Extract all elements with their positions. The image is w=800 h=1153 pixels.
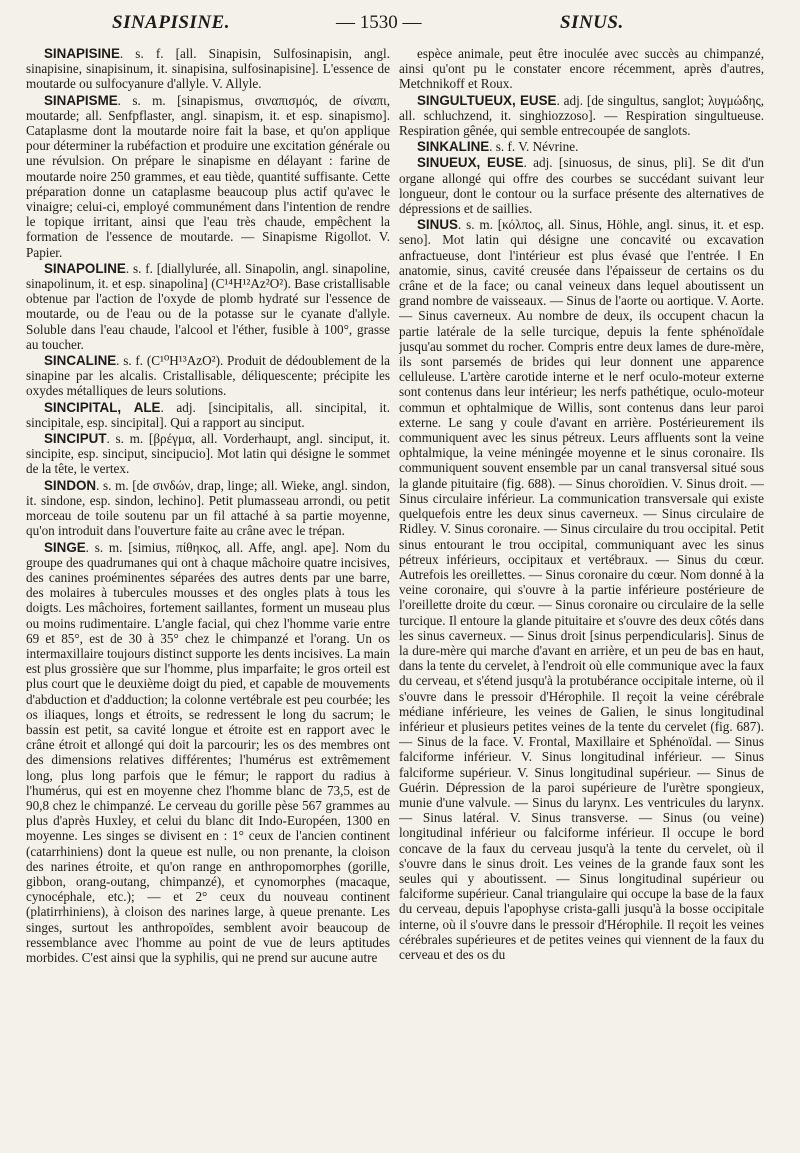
entry-text: . s. m. [sinapismus, σιναπισμός, de σίναπι, moutarde; all. Senfpflaster, angl. sinapism, it. et esp. sinapismo]. Cataplasme dont la moutarde noire fait la base, et qu'on applique pour déterminer la rubéfaction et produire une excitation générale ou une révulsion. On prépare le sinapisme en délayant : farine de moutarde noire 250 grammes, et eau tiède, quantité suffisante. Cette préparation donne un cataplasme beaucoup plus actif qu'avec le vinaigre; celui-ci, employé communément dans l'intention de rendre le topique irritant, ainsi que l'eau très chaude, empêchent la formation de l'essence de moutarde. — Sinapisme Rigollot. V. Papier. [26,92,390,260]
entry-headword: SINKALINE [417,139,490,155]
dictionary-entry [399,93,764,139]
entry-text: . s. m. [κόλπος, all. Sinus, Höhle, angl. sinus, it. et esp. seno]. Mot latin qui désigne une concavité ou excavation anfractueuse, dont l'intérieur est plus évasé que l'entrée. ‖ En anatomie, sinus, cavité creusée dans l'épaisseur de certains os du crâne et de la face; ou canal veineux dans lequel aboutissent un grand nombre de vaisseaux. — Sinus de l'aorte ou aortique. V. Aorte. — Sinus caverneux. Au nombre de deux, ils occupent chacun la partie latérale de la selle turcique, depuis la fente sphénoïdale jusqu'au sommet du rocher. Compris entre deux lames de dure-mère, ils sont parsemés de brides qui leur donnent une apparence celluleuse. L'artère carotide interne et le nerf oculo-moteur externe sont contenus dans leur intérieur; les nerfs pathétique, oculo-moteur commun et ophtalmique de Willis, sont contenus dans leur paroi externe. Le sang y coule d'avant en arrière. Postérieurement ils communiquent avec les sinus pétreux. Leurs affluents sont la veine ophtalmique, la veine méningée moyenne et le sinus coronaire. Ils communiquent souvent ensemble par un canal transversal situé sous la glande pituitaire (fig. 688). — Sinus choroïdien. V. Sinus droit. — Sinus circulaire inférieur. La communication transversale qui existe quelquefois entre les deux sinus caverneux. — Sinus circulaire de Ridley. V. Sinus coronaire. — Sinus circulaire du trou occipital. Petit sinus entourant le trou occipital, communiquant avec les sinus pétreux inférieurs, occipitaux et vertébraux. — Sinus du cœur. Autrefois les oreillettes. — Sinus coronaire du cœur. Nom donné à la veine coronaire, qui s'ouvre à la partie inférieure postérieure de l'oreillette droite du cœur. — Sinus coronaire ou circulaire de la selle turcique. Il entoure la glande pituitaire et s'ouvre des deux côtés dans les sinus caverneux. — Sinus droit [sinus perpendicularis]. Sinus de la dure-mère qui marche d'avant en arrière, et un peu de bas en haut, dans la tente du cervelet, à l'endroit où elle communique avec la faux du cerveau, et s'étend jusqu'à la protubérance occipitale interne, où il s'ouvre dans le pressoir d'Hérophile. Il reçoit la veine cérébrale médiane inférieure, les veines de Galien, le sinus longitudinal inférieur et plusieurs petites veines de la tente du cervelet (fig. 687). — Sinus de la face. V. Frontal, Maxillaire et Sphénoïdal. — Sinus falciforme inférieur. V. Sinus longitudinal inférieur. — Sinus falciforme supérieur. V. Sinus longitudinal supérieur. — Sinus de Guérin. Dépression de la paroi supérieure de l'urètre spongieux, munie d'une valvule. — Sinus du larynx. Les ventricules du larynx. — Sinus latéral. V. Sinus transverse. — Sinus (ou veine) longitudinal inférieur ou falciforme inférieur. Il occupe le bord concave de la faux du cerveau jusqu'à la tente du cervelet, où il s'ouvre dans le sinus droit. Les veines de la grande faux sont les seules qui y aboutissent. — Sinus longitudinal supérieur ou falciforme supérieur. Canal triangulaire qui occupe la base de la faux du cerveau, depuis l'apophyse crista-galli jusqu'à la bosse occipitale interne, où il s'ouvre dans le pressoir d'Hérophile. Il reçoit les veines cérébrales supérieures et de petites veines qui viennent de la faux du cerveau et des os du [399,217,764,962]
left-column [26,46,390,1146]
entry-text: . s. m. [simius, πίθηκος, all. Affe, angl. ape]. Nom du groupe des quadrumanes qui ont à chaque mâchoire quatre incisives, des canines proéminentes séparées des autres dents par une barre, des molaires à tubercules mousses et des ongles plats à tous les doigts. Les mâchoires, fortement saillantes, forment un museau plus ou moins rudimentaire. L'angle facial, qui chez l'homme varie entre 69 et 85°, est de 30 à 35° chez le chimpanzé et l'orang. Un os intermaxillaire toujours distinct supporte les dents incisives. La main est plus grossière que sur l'homme, plus imparfaite; le gros orteil est plus court que le deuxième doigt du pied, et capable de mouvements d'abduction et d'adduction; la colonne vertébrale est peu courbée; les os iliaques, longs et étroits, se redressent le long du sacrum; le bassin est petit, sa cavité longue et étroite est en rapport avec le crâne étroit et allongé qui doit la parcourir; les os des membres ont des dimensions relatives différentes; l'humérus est extrêmement long, plus long parfois que le fémur; le rapport du radius à l'humérus, qui est en moyenne chez l'homme blanc de 73,5, est de 90,8 chez le chimpanzé. Le cerveau du gorille pèse 567 grammes au plus d'après Huxley, et celui du blanc dit Indo-Européen, 1300 en moyenne. Les singes se divisent en : 1° ceux de l'ancien continent (catarrhiniens) dont la queue est nulle, ou non prenante, la cloison des narines étroite, et qu'on range en anthropomorphes (gorille, gibbon, orang-outang, chimpanzé), et cynomorphes (macaque, cynocéphale, etc.); — et 2° ceux du nouveau continent (platirrhiniens), à cloison des narines large, à queue prenante. Les singes, surtout les anthropoïdes, semblent avoir beaucoup de ressemblance avec l'homme au point de vue de leurs aptitudes morbides. C'est ainsi que la syphilis, qui ne prend sur aucune autre [26,539,390,965]
header-right-headword: SINUS. [560,12,624,33]
entry-headword: SINAPISINE [44,46,120,61]
dictionary-entry [399,217,764,962]
entry-headword: SINAPISME [44,92,118,108]
entry-text: . s. f. V. Névrine. [489,139,579,155]
entry-headword: SINCALINE [44,353,117,369]
page-number: — 1530 — [336,12,422,33]
entry-text: . adj. [sincipitalis, all. sincipital, it. sincipitale, esp. sincipital]. Qui a rapport au sinciput. [26,399,390,430]
dictionary-entry [26,46,390,92]
page-header [0,12,800,42]
entry-headword: SINCIPUT [44,431,107,447]
entry-headword: SINDON [44,477,97,493]
dictionary-entry [399,155,764,216]
dictionary-entry [26,540,390,966]
entry-text: . adj. [sinuosus, de sinus, pli]. Se dit d'un organe allongé qui offre des courbes se succédant suivant leur longueur, dont le contour ou la surface présente des alternatives de dépressions et de saillies. [399,155,764,217]
header-left-headword: SINAPISINE. [112,12,230,33]
dictionary-entry [399,46,764,92]
entry-headword: SINUEUX, EUSE [417,155,524,171]
dictionary-entry [26,353,390,399]
right-column [399,46,764,1146]
dictionary-entry [26,93,390,260]
entry-headword: SINGULTUEUX, EUSE [417,92,557,108]
entry-text: espèce animale, peut être inoculée avec succès au chimpanzé, ainsi qu'ont pu le constater encore récemment, après d'autres, Metchnikoff et Roux. [399,46,764,92]
entry-text: . s. f. [diallylurée, all. Sinapolin, angl. sinapoline, sinapolinum, it. et esp. sinapolina] (C¹⁴H¹²Az²O²). Base cristallisable obtenue par l'action de l'oxyde de plomb hydraté sur l'essence de moutarde, ou de l'eau ou de la potasse sur le cyanate d'allyle. Soluble dans l'eau chaude, l'alcool et l'éther, fusible à 100°, grasse au toucher. [26,260,390,352]
dictionary-entry [26,431,390,477]
entry-headword: SINCIPITAL, ALE [44,399,161,415]
dictionary-entry [399,139,764,154]
dictionary-entry [26,261,390,352]
entry-headword: SINGE [44,539,86,555]
entry-headword: SINAPOLINE [44,260,126,276]
entry-headword: SINUS [417,217,458,233]
entry-text: . s. f. [all. Sinapisin, Sulfosinapisin, angl. sinapisine, sinapisinum, it. sinapisina, sulfosinapisine]. L'essence de moutarde ou sulfocyanure d'allyle. V. Allyle. [26,46,390,92]
dictionary-entry [26,478,390,539]
entry-text: . s. m. [de σινδών, drap, linge; all. Wieke, angl. sindon, it. sindone, esp. sindon, lechino]. Petit plumasseau arrondi, ou petit morceau de toile soutenu par un fil attaché à sa partie moyenne, qu'on introduit dans l'ouverture faite au crâne avec le trépan. [26,477,390,539]
entry-text: . s. f. (C¹⁰H¹³AzO²). Produit de dédoublement de la sinapine par les alcalis. Cristallisable, déliquescente; précipite les oxydes métalliques de leurs solutions. [26,353,390,399]
dictionary-entry [26,400,390,430]
entry-text: . adj. [de singultus, sanglot; λυγμώδης, all. schluchzend, it. singhiozzoso]. — Respiration singultueuse. Respiration gênée, qui semble entrecoupée de sanglots. [399,92,764,139]
entry-text: . s. m. [βρέγμα, all. Vorderhaupt, angl. sinciput, it. sincipite, esp. sinciput, sincipucio]. Mot latin qui désigne le sommet de la tête, le vertex. [26,431,390,477]
